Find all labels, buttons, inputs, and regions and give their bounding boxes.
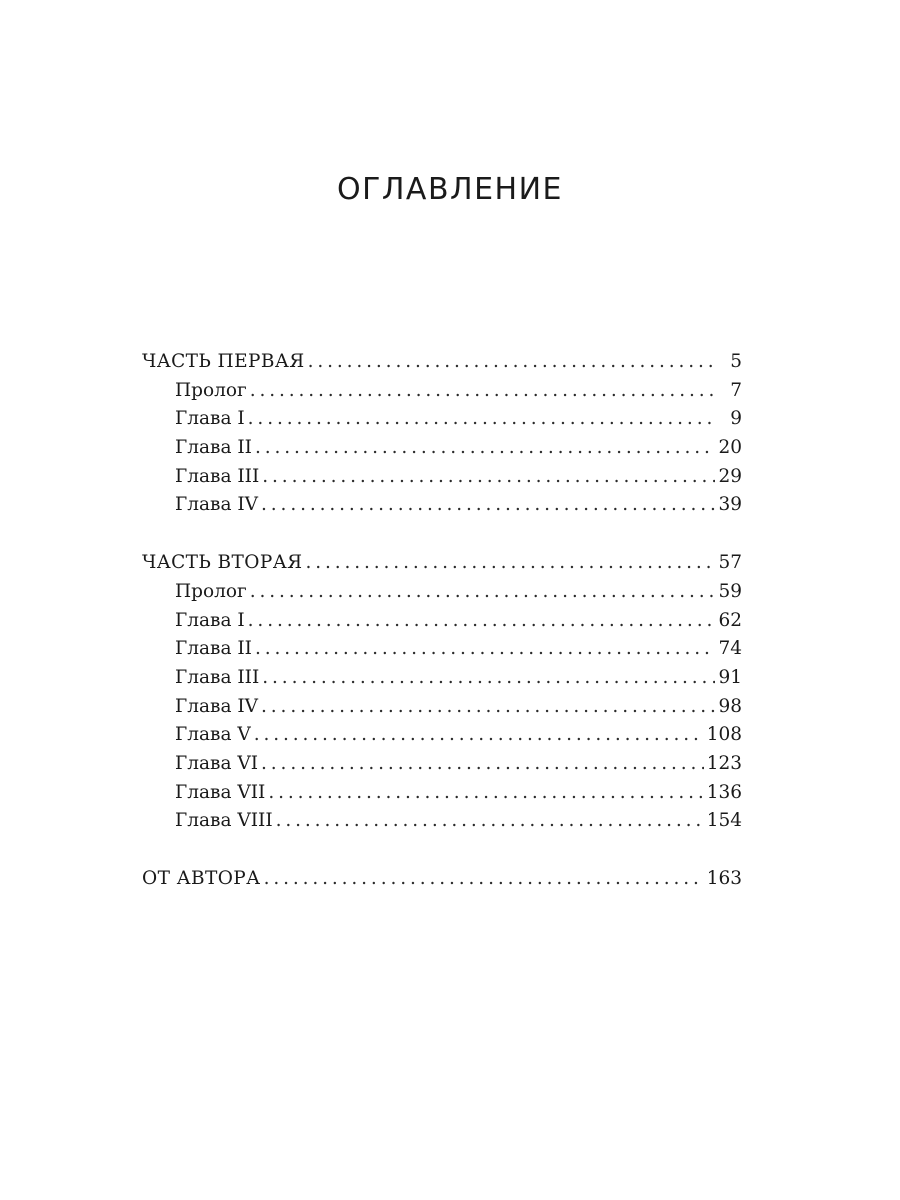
dot-leader (264, 865, 704, 894)
toc-author-note (142, 865, 742, 894)
toc-entry-label: Глава II (175, 638, 252, 660)
dot-leader (248, 405, 717, 434)
toc-entry-part-1-prologue[interactable] (142, 377, 742, 406)
toc-entry-part-2-chapter-1[interactable] (142, 607, 742, 636)
toc-entry-page: 5 (730, 351, 742, 372)
toc-part-1 (142, 348, 742, 520)
toc-entry-label: ОТ АВТОРА (142, 868, 261, 889)
toc-entry-label: Глава IV (175, 494, 259, 516)
toc-entry-label: Глава VIII (175, 810, 273, 832)
toc-entry-part-2-chapter-3[interactable] (142, 664, 742, 693)
toc-entry-label: Пролог (175, 379, 247, 401)
toc-entry-part-1-chapter-1[interactable] (142, 405, 742, 434)
toc-entry-label: ЧАСТЬ ВТОРАЯ (142, 552, 303, 574)
toc-entry-part-2-chapter-7[interactable] (142, 779, 742, 808)
dot-leader (268, 779, 703, 808)
toc-entry-page: 154 (706, 810, 742, 832)
toc-entry-page: 108 (706, 724, 742, 746)
toc-entry-label: ЧАСТЬ ПЕРВАЯ (142, 351, 305, 372)
toc-entry-label: Глава III (175, 666, 260, 688)
toc-entry-page: 20 (718, 437, 742, 459)
dot-leader (255, 635, 715, 664)
toc-entry-part-2-chapter-6[interactable] (142, 750, 742, 779)
toc-entry-label: Пролог (175, 580, 247, 602)
dot-leader (248, 607, 716, 636)
dot-leader (262, 463, 715, 492)
dot-leader (308, 348, 717, 377)
dot-leader (250, 578, 716, 607)
toc-entry-label: Глава I (175, 609, 245, 631)
toc-entry-page: 163 (706, 868, 742, 889)
toc-entry-page: 62 (718, 609, 742, 631)
toc-entry-label: Глава I (175, 408, 245, 430)
table-of-contents (142, 348, 742, 894)
toc-entry-label: Глава V (175, 724, 251, 746)
toc-entry-page: 39 (718, 494, 742, 516)
dot-leader (250, 377, 717, 406)
toc-entry-page: 7 (730, 379, 742, 401)
toc-entry-page: 74 (718, 638, 742, 660)
toc-entry-page: 98 (718, 695, 742, 717)
toc-entry-part-2-chapter-5[interactable] (142, 721, 742, 750)
dot-leader (276, 807, 704, 836)
toc-entry-label: Глава VII (175, 781, 266, 803)
toc-entry-label: Глава IV (175, 695, 259, 717)
page-title: ОГЛАВЛЕНИЕ (336, 172, 564, 207)
toc-entry-part-1-chapter-4[interactable] (142, 491, 742, 520)
toc-entry-page: 57 (718, 552, 742, 574)
dot-leader (261, 693, 715, 722)
dot-leader (261, 750, 704, 779)
dot-leader (255, 434, 715, 463)
toc-part-2 (142, 549, 742, 836)
toc-entry-page: 59 (718, 580, 742, 602)
toc-entry-page: 91 (718, 666, 742, 688)
toc-entry-part-1-chapter-3[interactable] (142, 463, 742, 492)
toc-entry-author-note[interactable] (142, 865, 742, 894)
toc-entry-page: 9 (730, 408, 742, 430)
dot-leader (262, 664, 715, 693)
toc-entry-page: 123 (706, 752, 742, 774)
toc-entry-part-1[interactable] (142, 348, 742, 377)
dot-leader (261, 491, 715, 520)
dot-leader (254, 721, 704, 750)
toc-entry-part-2-chapter-4[interactable] (142, 693, 742, 722)
toc-entry-part-2-prologue[interactable] (142, 578, 742, 607)
toc-entry-part-2[interactable] (142, 549, 742, 578)
toc-entry-page: 136 (706, 781, 742, 803)
dot-leader (305, 549, 715, 578)
toc-entry-label: Глава II (175, 437, 252, 459)
toc-entry-part-2-chapter-8[interactable] (142, 807, 742, 836)
toc-entry-part-1-chapter-2[interactable] (142, 434, 742, 463)
toc-entry-label: Глава III (175, 465, 260, 487)
toc-entry-page: 29 (718, 465, 742, 487)
toc-entry-label: Глава VI (175, 752, 259, 774)
toc-entry-part-2-chapter-2[interactable] (142, 635, 742, 664)
